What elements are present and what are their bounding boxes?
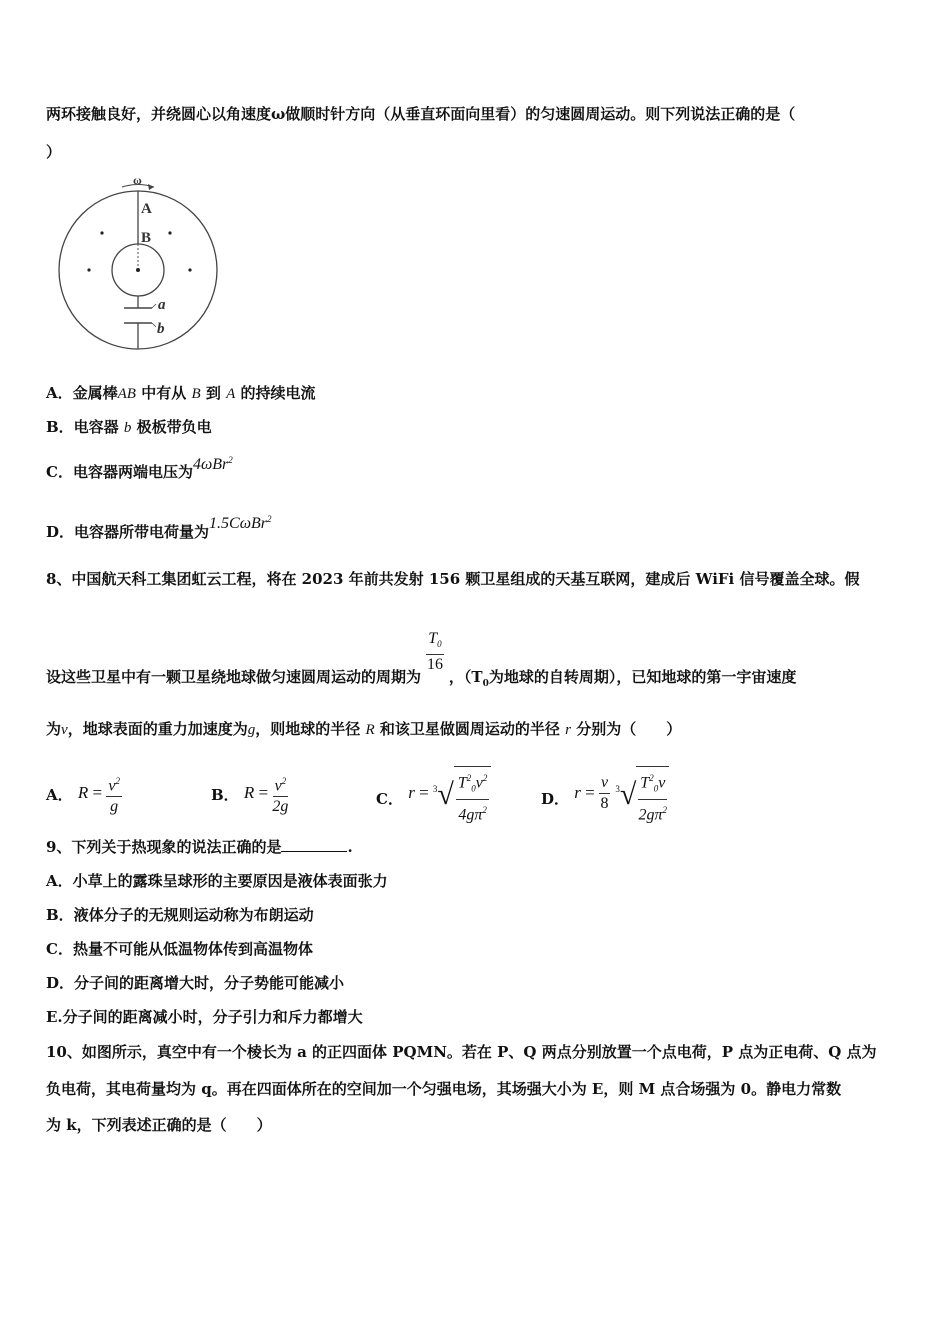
q7-option-b <box>46 416 212 437</box>
q9-blank <box>281 837 347 852</box>
q8-option-a: A． R = $\frac{v^2}{g}$ <box>46 772 122 816</box>
q7-option-d-text: D．电容器所带电荷量为 <box>46 523 210 541</box>
q7-option-a-mid: 中有从 <box>135 384 187 402</box>
q8-option-b: B． R = $\frac{v^2}{2g}$ <box>211 772 288 816</box>
q8-line2-pre: 设这些卫星中有一颗卫星绕地球做匀速圆周运动的周期为 <box>46 668 422 687</box>
q7-option-c-formula: 4ωBr <box>192 456 229 473</box>
q7-option-b-text: B．电容器 <box>46 418 119 436</box>
q8-option-c: C． r = 3 √ $\frac{T^2_0v^2}{4g\pi^2}$ <box>376 766 491 824</box>
q9-option-d: D．分子间的距离增大时，分子势能可能减小 <box>46 974 345 992</box>
q8-period-den: 16 <box>426 656 443 674</box>
q7-intro-line2: ） <box>46 143 62 161</box>
q7-option-a-end: 的持续电流 <box>240 384 316 402</box>
q7-option-d: D．电容器所带电荷量为1.5CωBr$^2$ <box>46 514 272 541</box>
q7-option-a-to: 到 <box>205 384 221 402</box>
q7-option-c-text: C．电容器两端电压为 <box>46 463 193 481</box>
q8-line2-post-wrap: ，（$T_0$为地球的自转周期），已知地球的第一宇宙速度 <box>448 668 797 690</box>
label-A: A <box>141 201 152 217</box>
q7-option-b-var: b <box>123 420 132 436</box>
q9-stem: 9、下列关于热现象的说法正确的是 . <box>46 838 353 856</box>
q10-line1: 10、如图所示，真空中有一个棱长为 a 的正四面体 PQMN。若在 P、Q 两点分别放置一个点电荷，P 点为正电荷、Q 点为 <box>46 1043 877 1061</box>
field-dot <box>87 268 90 271</box>
label-a: a <box>158 297 166 313</box>
q8-R: R <box>365 722 375 738</box>
q9-option-c: C．热量不可能从低温物体传到高温物体 <box>46 940 313 958</box>
label-b-leader <box>152 323 156 327</box>
q8-line2 <box>46 630 797 690</box>
q8-option-d: D． r = $\frac{v}{8}$ 3 √ $\frac{T^2_0v}{2g\pi^2}$ <box>541 766 669 824</box>
q7-intro-line1: 两环接触良好，并绕圆心以角速度ω做顺时针方向（从垂直环面向里看）的匀速圆周运动。则下列说法正确的是（ <box>46 105 796 123</box>
q8-line2-post2: 为地球的自转周期），已知地球的第一宇宙速度 <box>488 668 797 687</box>
q8-line1: 8、中国航天科工集团虹云工程，将在 2023 年前共发射 156 颗卫星组成的天基互联网，建成后 WiFi 信号覆盖全球。假 <box>46 570 860 588</box>
label-b: b <box>157 321 165 337</box>
q8-r: r <box>565 722 571 738</box>
label-B: B <box>141 230 152 246</box>
q7-option-a-ab: AB <box>117 386 136 402</box>
q8-g: g <box>247 722 256 738</box>
label-a-leader <box>152 304 156 308</box>
rotation-arrowhead <box>148 184 154 190</box>
q7-option-d-formula: 1.5CωBr <box>209 515 267 532</box>
q8-line2-post: ，（T <box>448 668 483 687</box>
q7-option-a <box>46 382 316 403</box>
q7-option-c: C．电容器两端电压为4ωBr$^2$ <box>46 455 233 481</box>
center-dot <box>136 268 140 272</box>
q7-option-a-a: A <box>226 386 236 402</box>
q8-period-num: $T_0$ <box>426 630 443 655</box>
q10-line2: 负电荷，其电荷量均为 q。再在四面体所在的空间加一个匀强电场，其场强大小为 E，则 M 点合场强为 0。静电力常数 <box>46 1080 842 1098</box>
q8-v: v <box>61 722 68 738</box>
omega-label: ω <box>133 173 142 187</box>
field-dot <box>168 231 171 234</box>
q7-ring-figure <box>56 170 226 355</box>
field-dot <box>188 268 191 271</box>
q7-option-a-b: B <box>191 386 201 402</box>
q7-option-a-text: A．金属棒 <box>46 384 118 402</box>
q9-option-b: B．液体分子的无规则运动称为布朗运动 <box>46 906 314 924</box>
field-dot <box>100 231 103 234</box>
q8-line3: 为v，地球表面的重力加速度为g，则地球的半径 R 和该卫星做圆周运动的半径 r 分别为（ ） <box>46 720 682 738</box>
q8-period-fraction <box>426 630 443 674</box>
q10-line3: 为 k，下列表述正确的是（ ） <box>46 1116 272 1134</box>
q9-option-a: A．小草上的露珠呈球形的主要原因是液体表面张力 <box>46 872 388 890</box>
q9-option-e: E.分子间的距离减小时，分子引力和斥力都增大 <box>46 1008 363 1026</box>
q7-option-b-end: 极板带负电 <box>136 418 212 436</box>
